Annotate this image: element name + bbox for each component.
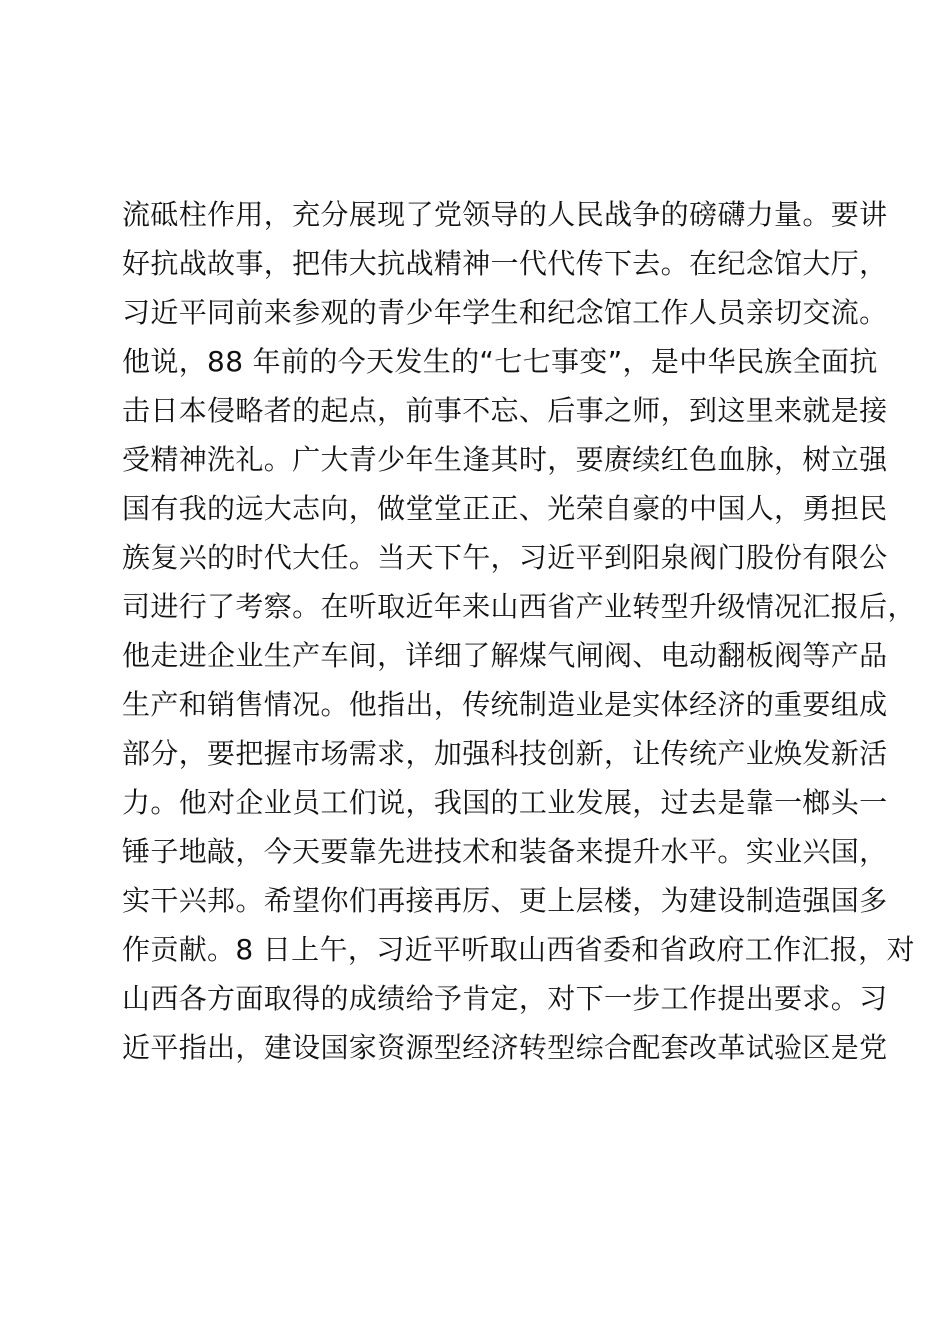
text-line: 近平指出，建设国家资源型经济转型综合配套改革试验区是党 <box>122 1031 888 1064</box>
text-line: 他走进企业生产车间，详细了解煤气闸阀、电动翻板阀等产品 <box>122 639 888 672</box>
text-line: 作贡献。8 日上午，习近平听取山西省委和省政府工作汇报，对 <box>122 933 915 966</box>
text-line: 生产和销售情况。他指出，传统制造业是实体经济的重要组成 <box>122 688 888 721</box>
text-line: 力。他对企业员工们说，我国的工业发展，过去是靠一榔头一 <box>122 786 888 819</box>
text-line: 受精神洗礼。广大青少年生逢其时，要赓续红色血脉，树立强 <box>122 443 888 476</box>
text-line: 山西各方面取得的成绩给予肯定，对下一步工作提出要求。习 <box>122 982 888 1015</box>
text-line: 实干兴邦。希望你们再接再厉、更上层楼，为建设制造强国多 <box>122 884 888 917</box>
text-line: 国有我的远大志向，做堂堂正正、光荣自豪的中国人，勇担民 <box>122 492 888 525</box>
text-line: 族复兴的时代大任。当天下午，习近平到阳泉阀门股份有限公 <box>122 541 888 574</box>
text-line: 击日本侵略者的起点，前事不忘、后事之师，到这里来就是接 <box>122 394 888 427</box>
text-line: 习近平同前来参观的青少年学生和纪念馆工作人员亲切交流。 <box>122 296 888 329</box>
text-line: 司进行了考察。在听取近年来山西省产业转型升级情况汇报后， <box>122 590 916 623</box>
text-line: 流砥柱作用，充分展现了党领导的人民战争的磅礴力量。要讲 <box>122 198 888 231</box>
text-line: 部分，要把握市场需求，加强科技创新，让传统产业焕发新活 <box>122 737 888 770</box>
body-text <box>122 193 916 1075</box>
text-line: 他说，88 年前的今天发生的“七七事变”，是中华民族全面抗 <box>122 345 878 378</box>
text-line: 好抗战故事，把伟大抗战精神一代代传下去。在纪念馆大厅， <box>122 247 888 280</box>
text-line: 锤子地敲，今天要靠先进技术和装备来提升水平。实业兴国， <box>122 835 888 868</box>
